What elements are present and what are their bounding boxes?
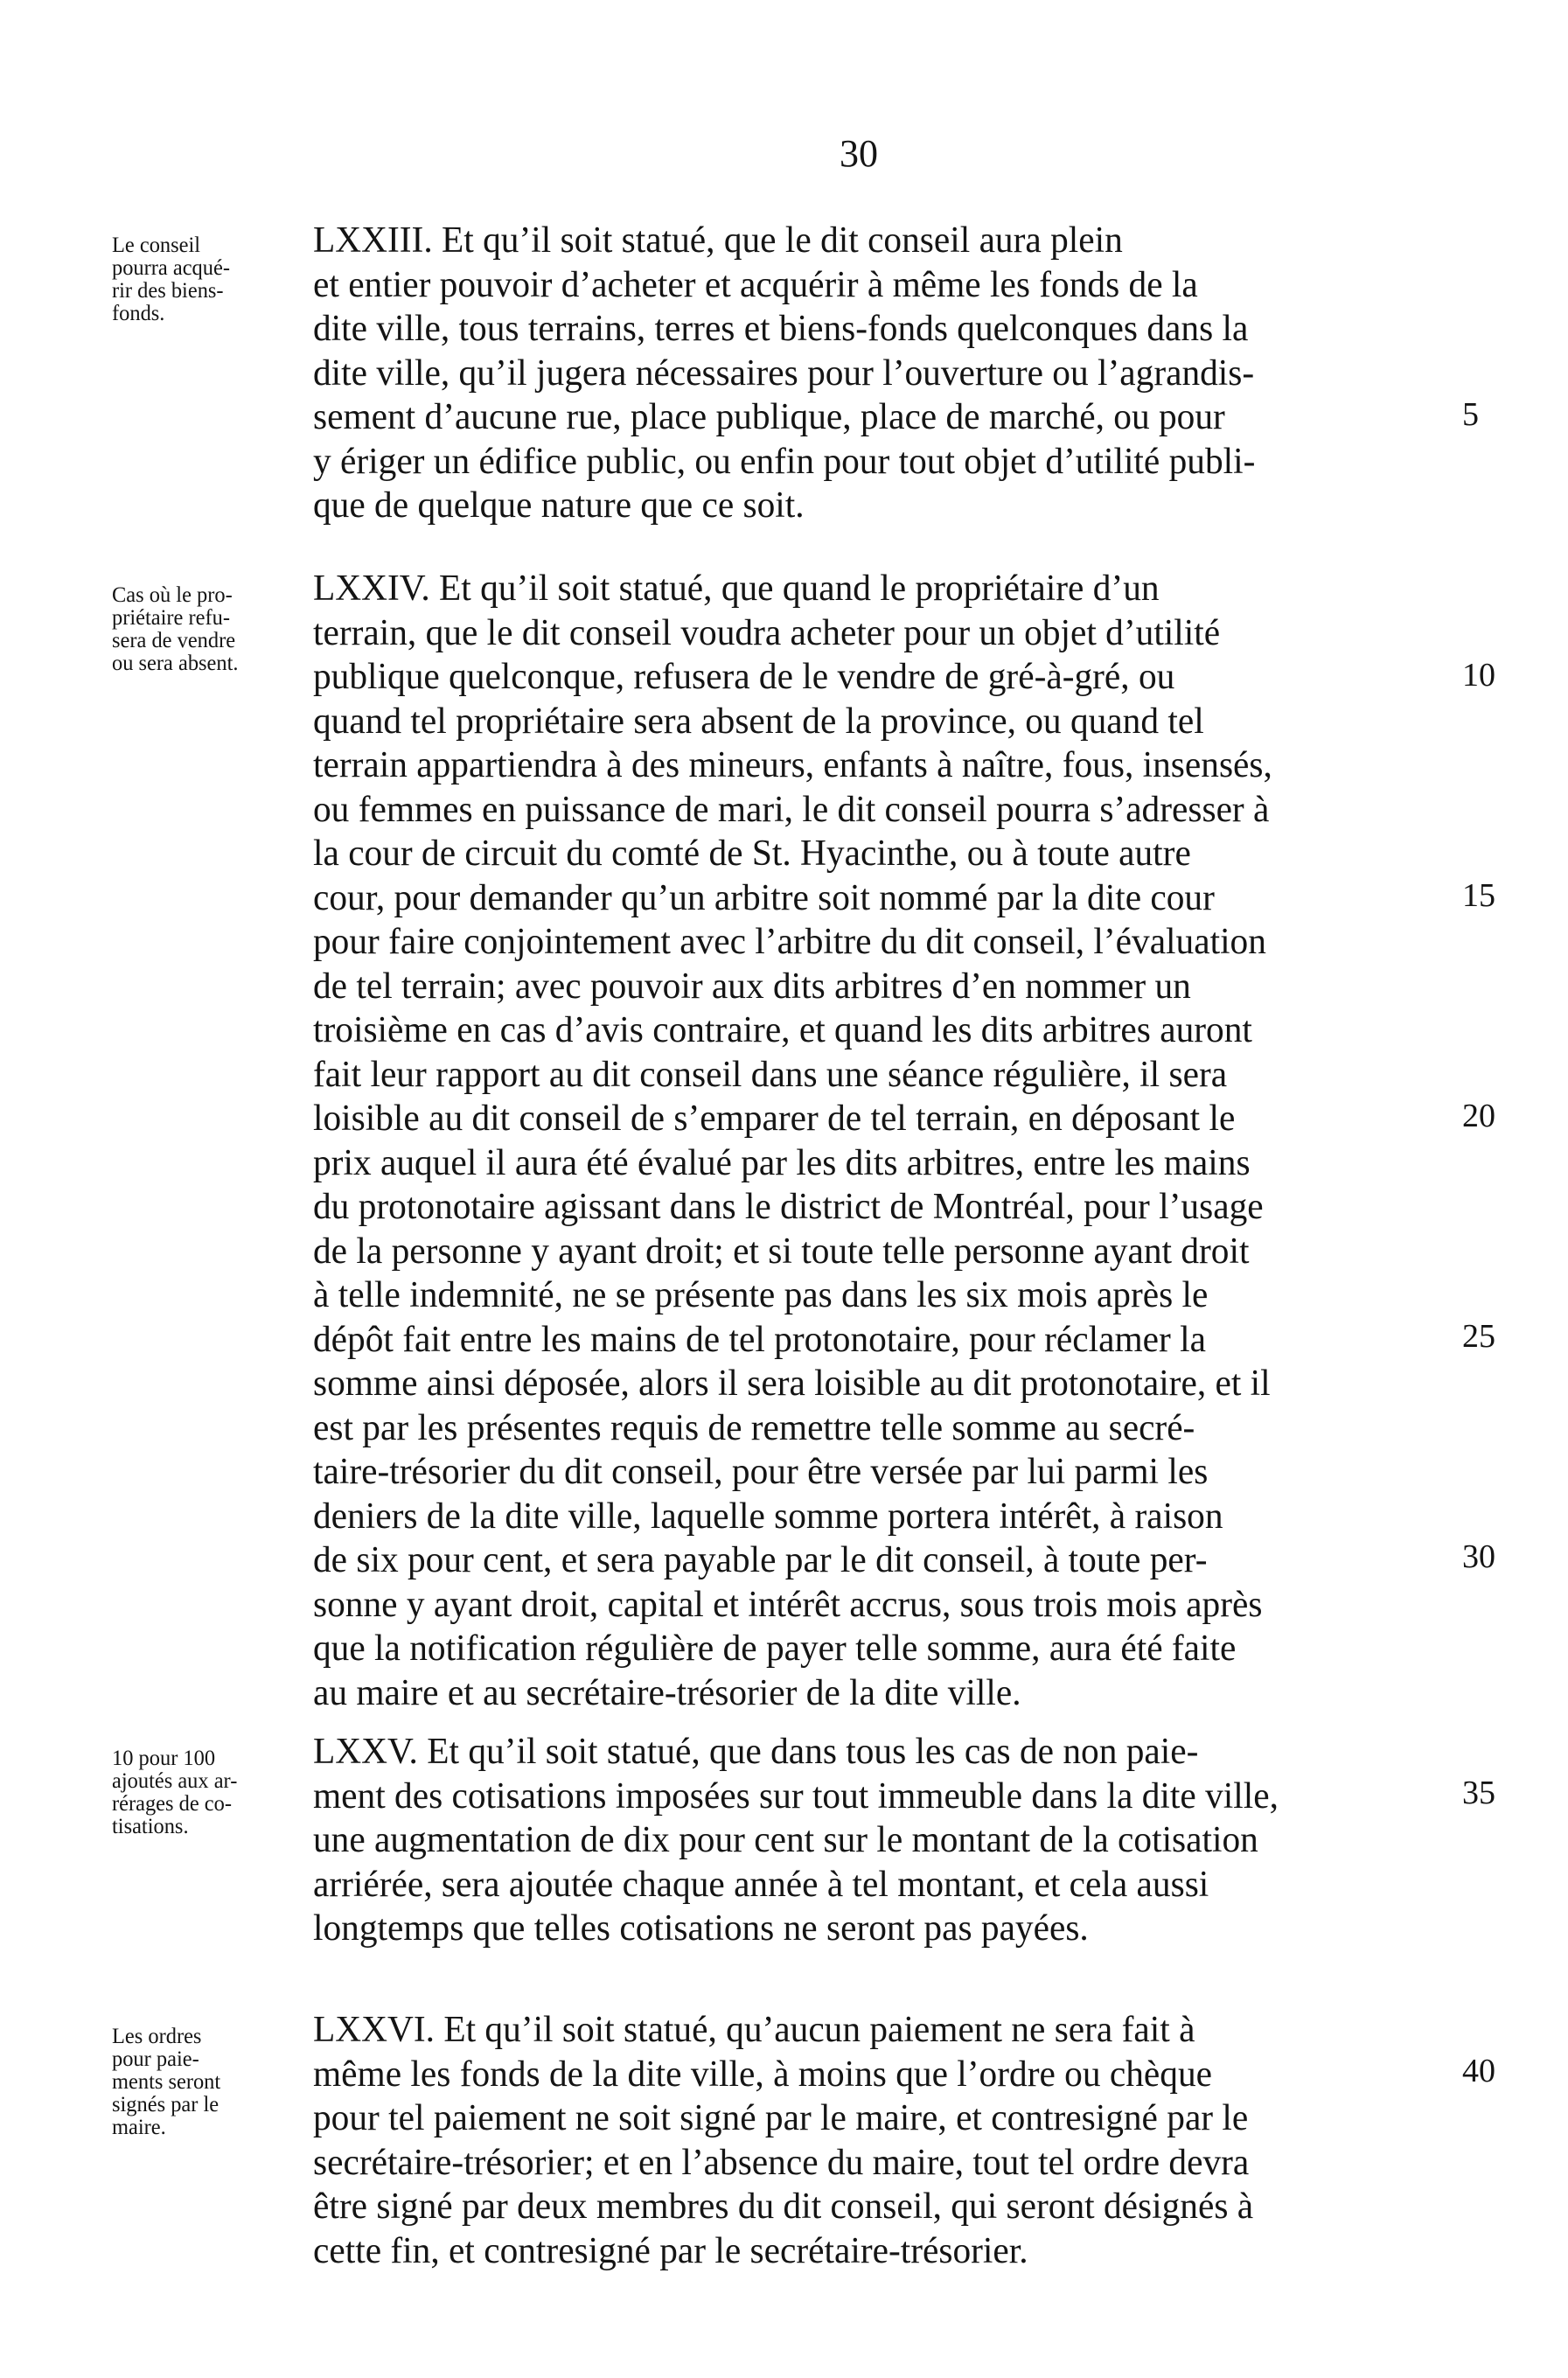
text-line: au maire et au secrétaire-trésorier de la dite ville. [313, 1672, 1021, 1713]
margin-note-line: rir des biens- [112, 279, 224, 303]
margin-note-line: ments seront [112, 2070, 221, 2094]
margin-note-line: maire. [112, 2116, 166, 2139]
text-line: y ériger un édifice public, ou enfin pour tout objet d’utilité publi- [313, 441, 1256, 482]
text-line: pour tel paiement ne soit signé par le maire, et contresigné par le [313, 2098, 1249, 2138]
line-number: 15 [1462, 877, 1495, 914]
text-line: à telle indemnité, ne se présente pas dans les six mois après le [313, 1275, 1209, 1315]
text-line: troisième en cas d’avis contraire, et quand les dits arbitres auront [313, 1010, 1252, 1050]
text-line: cour, pour demander qu’un arbitre soit nommé par la dite cour [313, 877, 1215, 918]
text-line: prix auquel il aura été évalué par les dits arbitres, entre les mains [313, 1142, 1251, 1183]
text-line: est par les présentes requis de remettre telle somme au secré- [313, 1407, 1195, 1448]
text-line: deniers de la dite ville, laquelle somme portera intérêt, à raison [313, 1496, 1223, 1537]
line-number: 30 [1462, 1538, 1495, 1575]
text-line: pour faire conjointement avec l’arbitre du dit conseil, l’évaluation [313, 922, 1266, 962]
text-line: LXXIV. Et qu’il soit statué, que quand le propriétaire d’un [313, 568, 1160, 609]
section-text [313, 219, 1467, 528]
margin-note-line: 10 pour 100 [112, 1747, 216, 1770]
text-line: secrétaire-trésorier; et en l’absence du maire, tout tel ordre devra [313, 2142, 1250, 2183]
line-number: 25 [1462, 1318, 1495, 1355]
text-line: ou femmes en puissance de mari, le dit conseil pourra s’adresser à [313, 789, 1270, 830]
line-number: 10 [1462, 657, 1495, 694]
margin-note-line: Les ordres [112, 2025, 202, 2048]
margin-note-line: ajoutés aux ar- [112, 1769, 238, 1793]
text-line: arriérée, sera ajoutée chaque année à tel montant, et cela aussi [313, 1864, 1209, 1905]
text-line: fait leur rapport au dit conseil dans une séance régulière, il sera [313, 1054, 1228, 1095]
text-line: être signé par deux membres du dit conseil, qui seront désignés à [313, 2186, 1254, 2227]
text-line: une augmentation de dix pour cent sur le montant de la cotisation [313, 1820, 1258, 1860]
text-line: dite ville, qu’il jugera nécessaires pour l’ouverture ou l’agrandis- [313, 352, 1255, 394]
section-text [313, 2008, 1467, 2273]
text-line: LXXV. Et qu’il soit statué, que dans tous les cas de non paie- [313, 1732, 1199, 1772]
margin-note-line: fonds. [112, 302, 165, 325]
text-line: longtemps que telles cotisations ne seront pas payées. [313, 1908, 1089, 1949]
text-line: taire-trésorier du dit conseil, pour être versée par lui parmi les [313, 1452, 1209, 1492]
text-line: somme ainsi déposée, alors il sera loisible au dit protonotaire, et il [313, 1363, 1271, 1404]
margin-note [112, 234, 304, 325]
text-line: quand tel propriétaire sera absent de la province, ou quand tel [313, 701, 1204, 742]
line-number: 40 [1462, 2053, 1495, 2089]
text-line: de tel terrain; avec pouvoir aux dits arbitres d’en nommer un [313, 966, 1191, 1007]
text-line: publique quelconque, refusera de le vendre de gré-à-gré, ou [313, 657, 1175, 697]
margin-note-line: signés par le [112, 2093, 220, 2116]
text-line: dépôt fait entre les mains de tel protonotaire, pour réclamer la [313, 1319, 1207, 1360]
section-text [313, 1730, 1467, 1951]
line-number: 20 [1462, 1098, 1495, 1134]
text-line: sonne y ayant droit, capital et intérêt accrus, sous trois mois après [313, 1584, 1263, 1625]
text-line: de six pour cent, et sera payable par le dit conseil, à toute per- [313, 1540, 1208, 1580]
text-line: sement d’aucune rue, place publique, place de marché, ou pour [313, 397, 1225, 437]
text-line: même les fonds de la dite ville, à moins que l’ordre ou chèque [313, 2054, 1212, 2095]
margin-note-line: Le conseil [112, 234, 201, 257]
text-line: dite ville, tous terrains, terres et biens-fonds quelconques dans la [313, 309, 1249, 349]
text-line: de la personne y ayant droit; et si toute telle personne ayant droit [313, 1231, 1250, 1272]
text-line: que la notification régulière de payer telle somme, aura été faite [313, 1628, 1237, 1669]
margin-note [112, 1747, 304, 1838]
line-number: 5 [1462, 396, 1479, 433]
margin-note-line: ou sera absent. [112, 652, 239, 675]
text-line: ment des cotisations imposées sur tout immeuble dans la dite ville, [313, 1775, 1279, 1817]
text-line: LXXVI. Et qu’il soit statué, qu’aucun paiement ne sera fait à [313, 2010, 1195, 2050]
page-number: 30 [840, 132, 878, 175]
section-text [313, 567, 1467, 1715]
text-line: LXXIII. Et qu’il soit statué, que le dit conseil aura plein [313, 220, 1123, 261]
text-line: terrain appartiendra à des mineurs, enfants à naître, fous, insensés, [313, 745, 1272, 785]
margin-note-line: Cas où le pro- [112, 583, 233, 607]
text-line: terrain, que le dit conseil voudra acheter pour un objet d’utilité [313, 612, 1221, 653]
margin-note-line: rérages de co- [112, 1792, 233, 1816]
margin-note-line: tisations. [112, 1815, 189, 1838]
margin-note-line: pour paie- [112, 2047, 199, 2071]
text-line: la cour de circuit du comté de St. Hyacinthe, ou à toute autre [313, 833, 1191, 874]
text-line: du protonotaire agissant dans le district de Montréal, pour l’usage [313, 1187, 1264, 1227]
text-line: et entier pouvoir d’acheter et acquérir à même les fonds de la [313, 264, 1198, 305]
text-line: cette fin, et contresigné par le secrétaire-trésorier. [313, 2230, 1028, 2271]
text-line: loisible au dit conseil de s’emparer de tel terrain, en déposant le [313, 1098, 1236, 1139]
margin-note-line: priétaire refu- [112, 606, 230, 630]
margin-note [112, 584, 304, 675]
margin-note-line: sera de vendre [112, 629, 236, 652]
text-line: que de quelque nature que ce soit. [313, 485, 805, 526]
margin-note [112, 2026, 304, 2139]
margin-note-line: pourra acqué- [112, 256, 230, 280]
line-number: 35 [1462, 1775, 1495, 1811]
